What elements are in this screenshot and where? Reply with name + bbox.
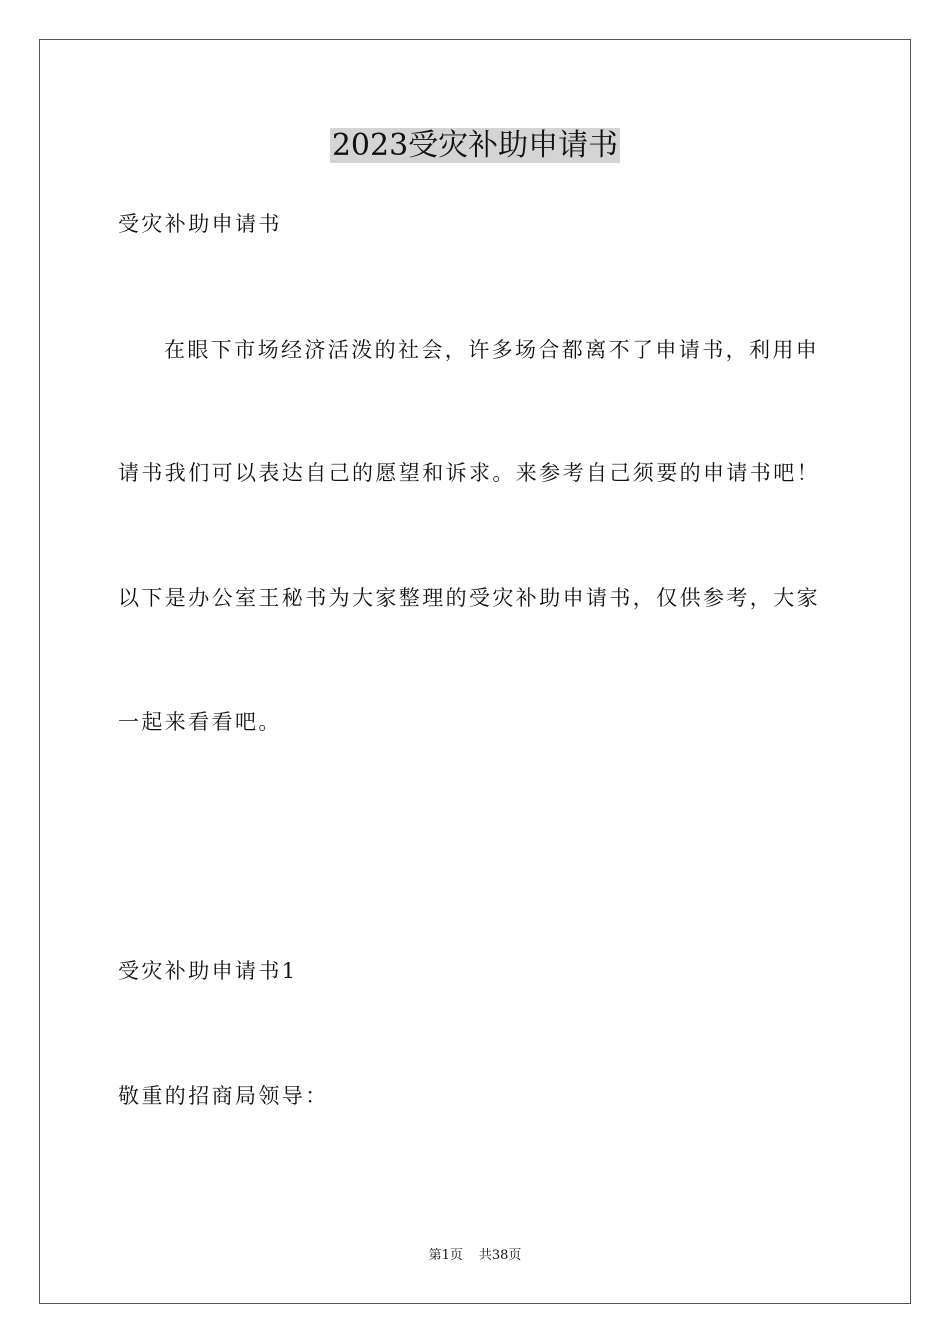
page-number: 第1页 xyxy=(428,1248,463,1263)
paragraph-line: 一起来看看吧。 xyxy=(118,710,282,734)
section-heading: 受灾补助申请书1 xyxy=(118,959,298,983)
document-title xyxy=(0,126,950,166)
paragraph-line: 请书我们可以表达自己的愿望和诉求。来参考自己须要的申请书吧！ xyxy=(118,461,820,485)
salutation-line: 敬重的招商局领导： xyxy=(118,1084,329,1108)
paragraph-line: 在眼下市场经济活泼的社会，许多场合都离不了申请书，利用申 xyxy=(164,338,820,362)
document-title-text: 2023受灾补助申请书 xyxy=(331,128,619,163)
page-footer xyxy=(0,1247,950,1265)
page-total: 共38页 xyxy=(478,1248,522,1263)
subtitle-line: 受灾补助申请书 xyxy=(118,212,282,236)
paragraph-line: 以下是办公室王秘书为大家整理的受灾补助申请书，仅供参考，大家 xyxy=(118,586,820,610)
